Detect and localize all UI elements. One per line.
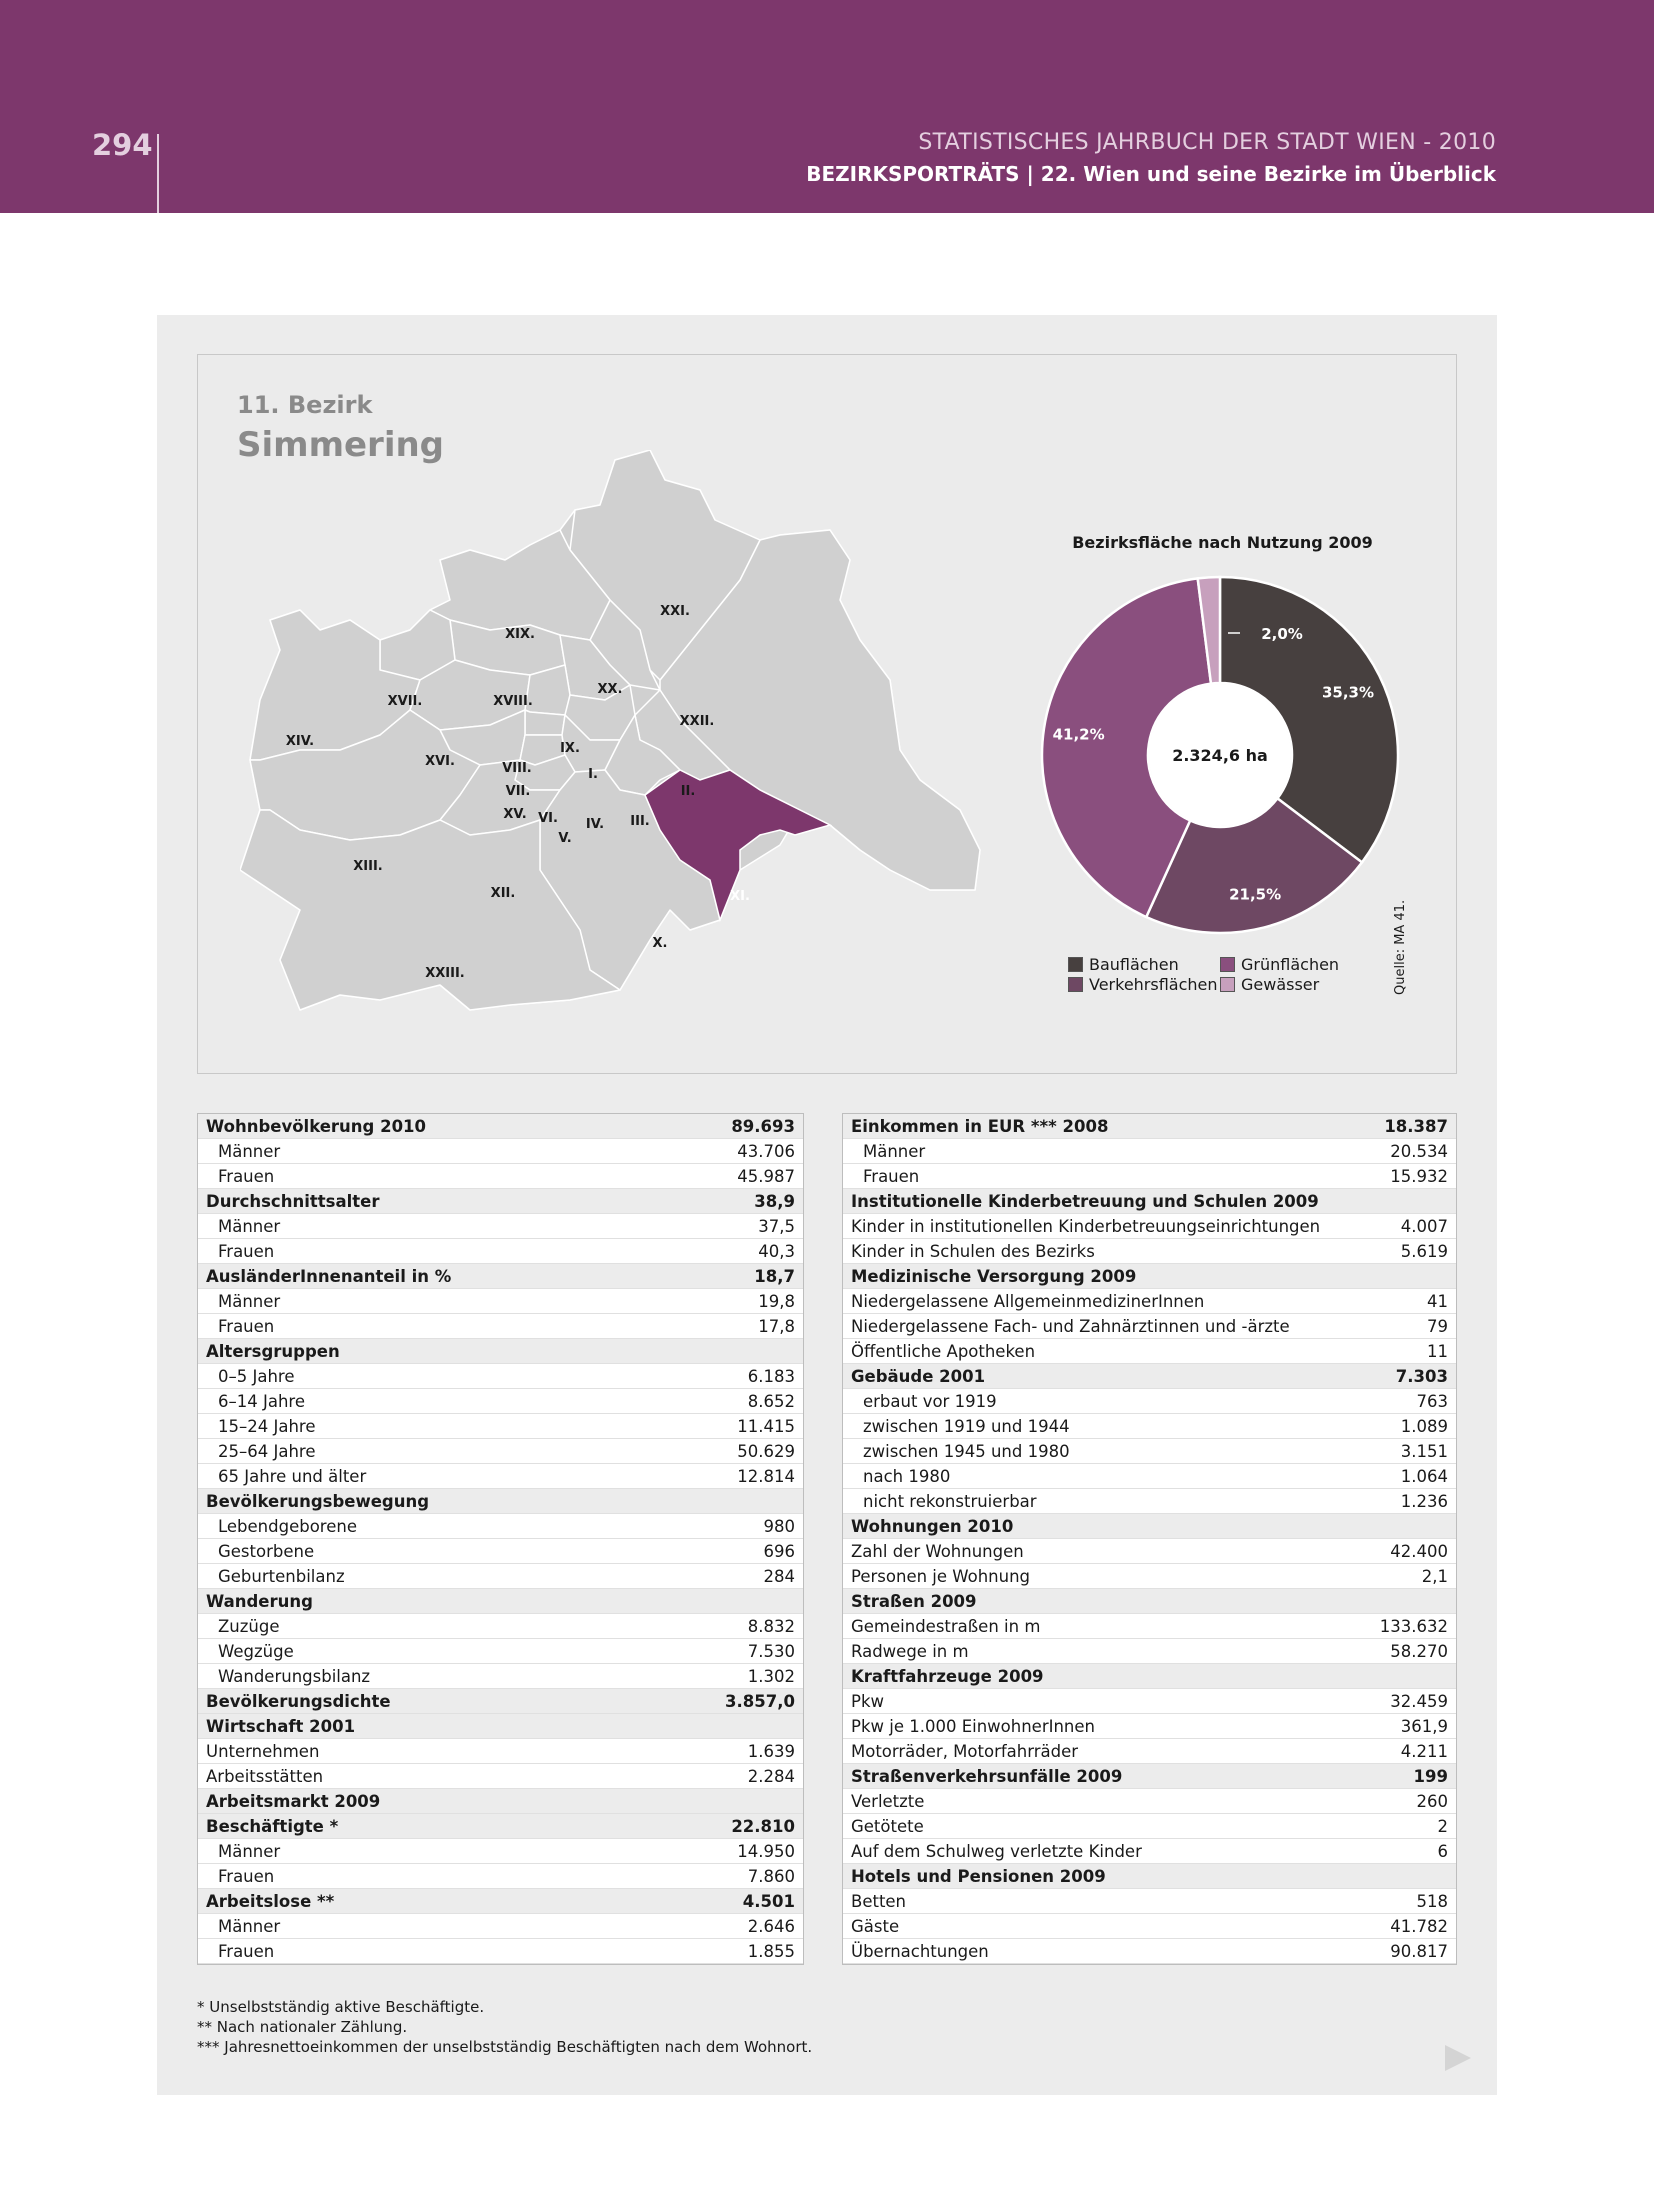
page-header xyxy=(0,0,1654,213)
map-district-vii xyxy=(525,710,565,735)
row-value: 518 xyxy=(1416,1892,1448,1911)
table-row xyxy=(843,1289,1456,1314)
table-row xyxy=(198,1839,803,1864)
row-label: Pkw xyxy=(851,1692,884,1711)
row-label: Zuzüge xyxy=(218,1617,280,1636)
table-row xyxy=(198,1114,803,1139)
row-label: Wanderungsbilanz xyxy=(218,1667,371,1686)
table-row xyxy=(843,1714,1456,1739)
table-row xyxy=(198,1764,803,1789)
row-value: 1.064 xyxy=(1400,1467,1448,1486)
map-label: VII. xyxy=(505,784,531,799)
table-row xyxy=(843,1464,1456,1489)
table-row xyxy=(198,1239,803,1264)
row-label: Arbeitsmarkt 2009 xyxy=(206,1792,381,1811)
table-row xyxy=(198,1414,803,1439)
legend-label: Grünflächen xyxy=(1241,955,1340,974)
row-value: 980 xyxy=(763,1517,795,1536)
map-label: IX. xyxy=(560,741,580,756)
row-label: Männer xyxy=(218,1142,281,1161)
row-label: erbaut vor 1919 xyxy=(863,1392,997,1411)
legend-label: Verkehrsflächen xyxy=(1089,975,1218,994)
row-label: Straßenverkehrsunfälle 2009 xyxy=(851,1767,1123,1786)
table-row xyxy=(198,1914,803,1939)
table-row xyxy=(843,1264,1456,1289)
table-row xyxy=(843,1164,1456,1189)
legend-label: Bauflächen xyxy=(1089,955,1179,974)
table-row xyxy=(198,1739,803,1764)
table-row xyxy=(843,1239,1456,1264)
row-label: Männer xyxy=(218,1842,281,1861)
row-label: Lebendgeborene xyxy=(218,1517,357,1536)
row-value: 15.932 xyxy=(1390,1167,1448,1186)
table-row xyxy=(843,1889,1456,1914)
row-value: 2.284 xyxy=(747,1767,795,1786)
legend-item-gruenflaechen xyxy=(1220,955,1339,974)
row-label: Institutionelle Kinderbetreuung und Schulen 2009 xyxy=(851,1192,1319,1211)
row-value: 58.270 xyxy=(1390,1642,1448,1661)
row-value: 79 xyxy=(1427,1317,1448,1336)
row-value: 14.950 xyxy=(737,1842,795,1861)
row-label: Radwege in m xyxy=(851,1642,969,1661)
map-label: XI. xyxy=(730,889,750,904)
row-label: 0–5 Jahre xyxy=(218,1367,295,1386)
district-number: 11. Bezirk xyxy=(237,391,373,419)
table-row xyxy=(843,1214,1456,1239)
row-value: 6.183 xyxy=(747,1367,795,1386)
row-value: 696 xyxy=(763,1542,795,1561)
row-value: 260 xyxy=(1416,1792,1448,1811)
legend-item-gewaesser xyxy=(1220,975,1319,994)
map-label: XIII. xyxy=(353,859,383,874)
map-label: II. xyxy=(680,784,696,799)
row-value: 45.987 xyxy=(737,1167,795,1186)
table-row xyxy=(843,1339,1456,1364)
map-label: XIV. xyxy=(285,734,315,749)
table-row xyxy=(843,1739,1456,1764)
table-row xyxy=(843,1914,1456,1939)
map-label: XXII. xyxy=(679,714,715,729)
table-row xyxy=(843,1614,1456,1639)
row-label: Niedergelassene AllgemeinmedizinerInnen xyxy=(851,1292,1205,1311)
row-label: Übernachtungen xyxy=(851,1942,989,1961)
table-row xyxy=(843,1114,1456,1139)
publication-title: STATISTISCHES JAHRBUCH DER STADT WIEN - 2010 xyxy=(918,130,1496,155)
row-value: 4.211 xyxy=(1400,1742,1448,1761)
row-label: Frauen xyxy=(218,1167,275,1186)
table-row xyxy=(843,1389,1456,1414)
row-label: Straßen 2009 xyxy=(851,1592,977,1611)
map-label: VIII. xyxy=(502,761,532,776)
row-value: 17,8 xyxy=(758,1317,795,1336)
legend-swatch xyxy=(1068,957,1083,972)
table-row xyxy=(198,1939,803,1964)
table-row xyxy=(198,1464,803,1489)
row-value: 43.706 xyxy=(737,1142,795,1161)
row-label: Verletzte xyxy=(851,1792,925,1811)
table-row xyxy=(198,1139,803,1164)
row-label: Frauen xyxy=(218,1942,275,1961)
map-label: IV. xyxy=(585,817,605,832)
map-label: I. xyxy=(588,767,598,782)
row-value: 2 xyxy=(1437,1817,1448,1836)
row-value: 4.007 xyxy=(1400,1217,1448,1236)
legend-item-verkehrsflaechen xyxy=(1068,975,1218,994)
row-label: Getötete xyxy=(851,1817,924,1836)
table-row xyxy=(198,1864,803,1889)
row-value: 32.459 xyxy=(1390,1692,1448,1711)
row-label: Männer xyxy=(218,1217,281,1236)
row-value: 8.832 xyxy=(747,1617,795,1636)
map-label: XXIII. xyxy=(425,966,465,981)
legend-label: Gewässer xyxy=(1241,975,1320,994)
row-label: 65 Jahre und älter xyxy=(218,1467,367,1486)
row-label: Männer xyxy=(218,1292,281,1311)
row-value: 20.534 xyxy=(1390,1142,1448,1161)
row-value: 1.302 xyxy=(747,1667,795,1686)
table-row xyxy=(198,1664,803,1689)
row-label: zwischen 1945 und 1980 xyxy=(863,1442,1070,1461)
row-value: 199 xyxy=(1413,1767,1448,1786)
row-label: Öffentliche Apotheken xyxy=(851,1342,1036,1361)
table-row xyxy=(843,1814,1456,1839)
row-label: Kinder in institutionellen Kinderbetreuungseinrichtungen xyxy=(851,1217,1321,1236)
table-row xyxy=(843,1439,1456,1464)
row-label: Wirtschaft 2001 xyxy=(206,1717,356,1736)
row-label: Medizinische Versorgung 2009 xyxy=(851,1267,1137,1286)
legend-swatch xyxy=(1220,957,1235,972)
page-number: 294 xyxy=(92,128,153,162)
row-label: Wohnbevölkerung 2010 xyxy=(206,1117,427,1136)
row-label: Unternehmen xyxy=(206,1742,320,1761)
header-divider xyxy=(157,134,159,213)
row-label: Wanderung xyxy=(206,1592,313,1611)
row-label: 25–64 Jahre xyxy=(218,1442,316,1461)
table-row xyxy=(843,1139,1456,1164)
row-label: Bevölkerungsdichte xyxy=(206,1692,391,1711)
legend-swatch xyxy=(1220,977,1235,992)
row-value: 1.855 xyxy=(747,1942,795,1961)
row-label: Frauen xyxy=(218,1317,275,1336)
legend-swatch xyxy=(1068,977,1083,992)
row-label: Personen je Wohnung xyxy=(851,1567,1031,1586)
row-value: 763 xyxy=(1416,1392,1448,1411)
row-label: Beschäftigte * xyxy=(206,1817,339,1836)
table-row xyxy=(198,1614,803,1639)
row-label: Motorräder, Motorfahrräder xyxy=(851,1742,1079,1761)
row-value: 22.810 xyxy=(731,1817,795,1836)
table-row xyxy=(198,1689,803,1714)
row-value: 1.236 xyxy=(1400,1492,1448,1511)
vienna-district-map xyxy=(240,450,1000,1050)
table-row xyxy=(843,1839,1456,1864)
row-value: 3.857,0 xyxy=(725,1692,795,1711)
row-value: 89.693 xyxy=(731,1117,795,1136)
table-row xyxy=(843,1689,1456,1714)
pie-data-label: 41,2% xyxy=(1052,725,1105,744)
row-label: Gestorbene xyxy=(218,1542,315,1561)
table-row xyxy=(198,1714,803,1739)
row-label: Männer xyxy=(863,1142,926,1161)
table-row xyxy=(198,1164,803,1189)
table-row xyxy=(198,1539,803,1564)
map-label: XVIII. xyxy=(493,694,533,709)
row-value: 37,5 xyxy=(758,1217,795,1236)
table-row xyxy=(843,1764,1456,1789)
table-row xyxy=(843,1314,1456,1339)
row-value: 50.629 xyxy=(737,1442,795,1461)
table-row xyxy=(198,1214,803,1239)
legend-item-bauflaechen xyxy=(1068,955,1179,974)
row-label: Arbeitsstätten xyxy=(206,1767,324,1786)
row-label: 15–24 Jahre xyxy=(218,1417,316,1436)
row-value: 19,8 xyxy=(758,1292,795,1311)
row-label: AusländerInnenanteil in % xyxy=(206,1267,452,1286)
map-label: XX. xyxy=(597,682,623,697)
row-label: nach 1980 xyxy=(863,1467,951,1486)
next-page-arrow-icon[interactable] xyxy=(1445,2045,1471,2071)
row-value: 133.632 xyxy=(1379,1617,1448,1636)
footnote-1: * Unselbstständig aktive Beschäftigte. xyxy=(197,1998,485,2016)
table-row xyxy=(843,1639,1456,1664)
map-label: X. xyxy=(652,936,668,951)
land-use-donut-chart xyxy=(1030,520,1430,950)
row-value: 8.652 xyxy=(747,1392,795,1411)
table-row xyxy=(198,1289,803,1314)
map-label: XIX. xyxy=(505,627,535,642)
table-row xyxy=(843,1514,1456,1539)
row-value: 2.646 xyxy=(747,1917,795,1936)
table-row xyxy=(843,1489,1456,1514)
row-label: Frauen xyxy=(218,1242,275,1261)
table-row xyxy=(843,1789,1456,1814)
row-value: 38,9 xyxy=(754,1192,795,1211)
table-row xyxy=(198,1889,803,1914)
table-row xyxy=(198,1264,803,1289)
row-value: 18,7 xyxy=(754,1267,795,1286)
footnote-2: ** Nach nationaler Zählung. xyxy=(197,2018,408,2036)
table-row xyxy=(843,1564,1456,1589)
donut-center-label: 2.324,6 ha xyxy=(1172,746,1268,765)
table-row xyxy=(843,1939,1456,1964)
row-value: 41 xyxy=(1427,1292,1448,1311)
pie-data-label: 21,5% xyxy=(1229,885,1282,904)
table-row xyxy=(198,1514,803,1539)
row-value: 41.782 xyxy=(1390,1917,1448,1936)
statistics-table-right xyxy=(842,1113,1457,1965)
table-row xyxy=(843,1414,1456,1439)
row-value: 11.415 xyxy=(737,1417,795,1436)
table-row xyxy=(198,1339,803,1364)
table-row xyxy=(198,1489,803,1514)
map-label: V. xyxy=(558,831,572,846)
statistics-table-left xyxy=(197,1113,804,1965)
row-label: Betten xyxy=(851,1892,907,1911)
row-value: 11 xyxy=(1427,1342,1448,1361)
district-name: Simmering xyxy=(237,425,445,465)
row-label: zwischen 1919 und 1944 xyxy=(863,1417,1070,1436)
row-label: Wohnungen 2010 xyxy=(851,1517,1014,1536)
row-label: 6–14 Jahre xyxy=(218,1392,305,1411)
row-label: Gebäude 2001 xyxy=(851,1367,986,1386)
table-row xyxy=(198,1789,803,1814)
table-row xyxy=(198,1589,803,1614)
row-label: Geburtenbilanz xyxy=(218,1567,345,1586)
row-value: 18.387 xyxy=(1384,1117,1448,1136)
table-row xyxy=(198,1189,803,1214)
row-value: 284 xyxy=(763,1567,795,1586)
row-label: Bevölkerungsbewegung xyxy=(206,1492,430,1511)
section-title: BEZIRKSPORTRÄTS | 22. Wien und seine Bezirke im Überblick xyxy=(806,162,1496,186)
row-label: Zahl der Wohnungen xyxy=(851,1542,1024,1561)
row-value: 12.814 xyxy=(737,1467,795,1486)
table-row xyxy=(198,1389,803,1414)
table-row xyxy=(843,1189,1456,1214)
row-label: Wegzüge xyxy=(218,1642,294,1661)
row-label: Einkommen in EUR *** 2008 xyxy=(851,1117,1109,1136)
table-row xyxy=(198,1364,803,1389)
row-value: 4.501 xyxy=(742,1892,795,1911)
row-label: Altersgruppen xyxy=(206,1342,340,1361)
row-label: Durchschnittsalter xyxy=(206,1192,380,1211)
row-value: 2,1 xyxy=(1421,1567,1448,1586)
map-label: XV. xyxy=(503,807,527,822)
row-label: Gemeindestraßen in m xyxy=(851,1617,1041,1636)
table-row xyxy=(198,1639,803,1664)
row-value: 1.639 xyxy=(747,1742,795,1761)
table-row xyxy=(843,1364,1456,1389)
chart-source: Quelle: MA 41. xyxy=(1393,899,1408,995)
map-label: III. xyxy=(630,814,650,829)
table-row xyxy=(843,1664,1456,1689)
row-label: nicht rekonstruierbar xyxy=(863,1492,1037,1511)
table-row xyxy=(198,1814,803,1839)
row-label: Kraftfahrzeuge 2009 xyxy=(851,1667,1044,1686)
row-label: Auf dem Schulweg verletzte Kinder xyxy=(851,1842,1142,1861)
row-value: 7.303 xyxy=(1395,1367,1448,1386)
row-value: 90.817 xyxy=(1390,1942,1448,1961)
pie-data-label: 2,0% xyxy=(1261,625,1303,643)
row-label: Hotels und Pensionen 2009 xyxy=(851,1867,1106,1886)
row-value: 7.530 xyxy=(747,1642,795,1661)
footnote-3: *** Jahresnettoeinkommen der unselbstständig Beschäftigten nach dem Wohnort. xyxy=(197,2038,813,2056)
table-row xyxy=(843,1589,1456,1614)
row-label: Frauen xyxy=(863,1167,920,1186)
table-row xyxy=(198,1564,803,1589)
row-label: Pkw je 1.000 EinwohnerInnen xyxy=(851,1717,1096,1736)
map-label: VI. xyxy=(538,811,558,826)
table-row xyxy=(198,1314,803,1339)
table-row xyxy=(198,1439,803,1464)
row-value: 361,9 xyxy=(1400,1717,1448,1736)
row-value: 7.860 xyxy=(747,1867,795,1886)
row-label: Niedergelassene Fach- und Zahnärztinnen und -ärzte xyxy=(851,1317,1290,1336)
row-value: 5.619 xyxy=(1400,1242,1448,1261)
row-value: 40,3 xyxy=(758,1242,795,1261)
map-label: XVI. xyxy=(425,754,455,769)
table-row xyxy=(843,1864,1456,1889)
row-value: 42.400 xyxy=(1390,1542,1448,1561)
row-label: Gäste xyxy=(851,1917,900,1936)
pie-chart-title: Bezirksfläche nach Nutzung 2009 xyxy=(1072,533,1373,552)
map-label: XII. xyxy=(490,886,516,901)
row-label: Kinder in Schulen des Bezirks xyxy=(851,1242,1095,1261)
row-value: 1.089 xyxy=(1400,1417,1448,1436)
row-label: Arbeitslose ** xyxy=(206,1892,335,1911)
row-label: Männer xyxy=(218,1917,281,1936)
pie-data-label: 35,3% xyxy=(1321,683,1375,702)
table-row xyxy=(843,1539,1456,1564)
row-value: 6 xyxy=(1437,1842,1448,1861)
map-label: XVII. xyxy=(387,694,423,709)
row-label: Frauen xyxy=(218,1867,275,1886)
map-label: XXI. xyxy=(660,604,690,619)
row-value: 3.151 xyxy=(1400,1442,1448,1461)
